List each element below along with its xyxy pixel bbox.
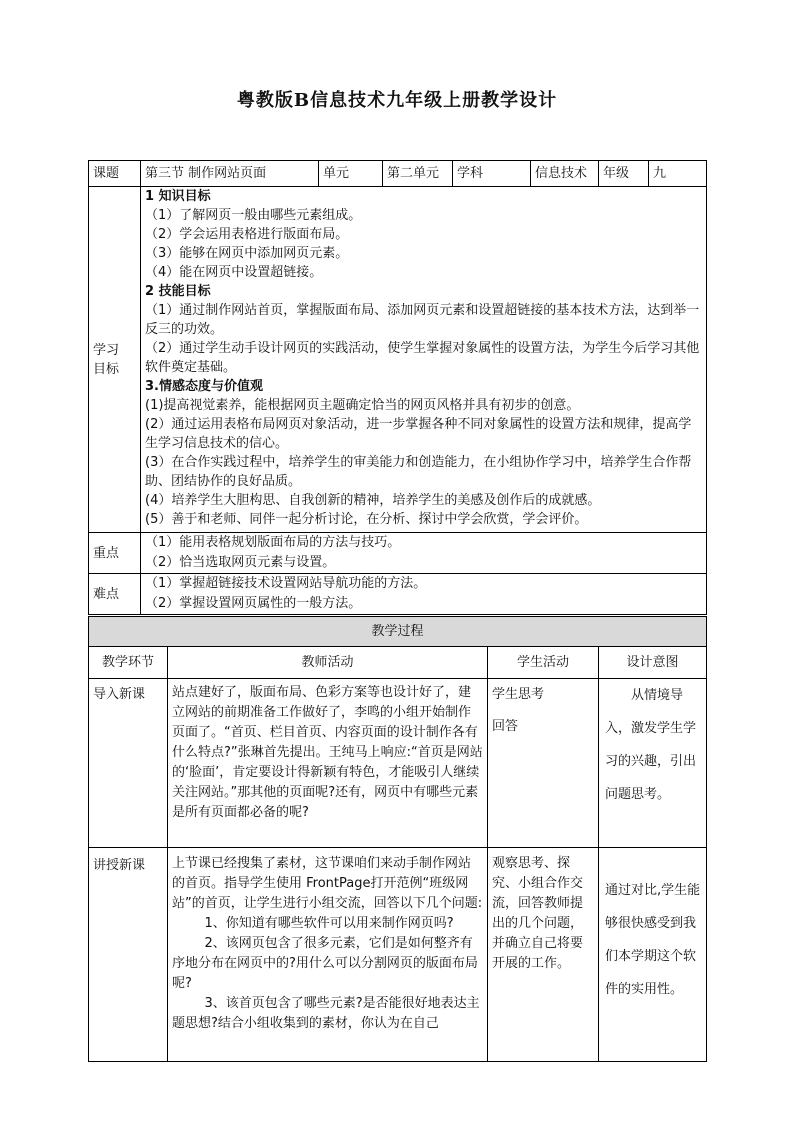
key-points-row	[89, 533, 707, 574]
stage-cell: 讲授新课	[89, 848, 168, 1062]
knowledge-item: （1）了解网页一般由哪些元素组成。	[145, 208, 362, 223]
topic-value: 第三节 制作网站页面	[141, 161, 319, 187]
topic-label: 课题	[89, 161, 141, 187]
process-column-headers	[89, 647, 707, 679]
key-point-item: （2）恰当选取网页元素与设置。	[145, 555, 336, 570]
column-header: 教师活动	[168, 647, 488, 679]
teacher-activity-cell: 站点建好了，版面布局、色彩方案等也设计好了，建立网站的前期准备工作做好了，李鸣的小组开始制作页面了。“首页、栏目首页、内容页面的设计制作各有什么特点?”张琳首先提出。王纯马上响应:“首页是网站的‘脸面’，肯定要设计得新颖有特色，才能吸引人继续关注网站。”那其他的页面呢?还有，网页中有哪些元素是所有页面都必备的呢?	[168, 679, 488, 848]
teacher-activity-cell	[168, 848, 488, 1062]
difficulties-row	[89, 574, 707, 615]
student-activity-line: 学生思考	[492, 687, 545, 702]
process-row-intro	[89, 679, 707, 848]
objectives-label-line-1: 学习	[93, 342, 120, 358]
key-points-label: 重点	[89, 533, 141, 574]
skill-item: （2）通过学生动手设计网页的实践活动，使学生掌握对象属性的设置方法，为学生今后学习其他软件奠定基础。	[145, 341, 700, 375]
subject-value: 信息技术	[531, 161, 599, 187]
difficulty-item: （1）掌握超链接技术设置网站导航功能的方法。	[145, 576, 427, 591]
teacher-question: 1、你知道有哪些软件可以用来制作网页吗?	[204, 916, 454, 931]
skill-title: 2 技能目标	[145, 284, 211, 299]
student-activity-cell	[488, 679, 599, 848]
knowledge-item: （3）能够在网页中添加网页元素。	[145, 246, 349, 261]
info-row	[89, 161, 707, 187]
teacher-question: 3、该首页包含了哪些元素?是否能很好地表达主题思想?结合小组收集到的素材，你认为在自己	[172, 996, 480, 1031]
column-header: 设计意图	[599, 647, 707, 679]
knowledge-title: 1 知识目标	[145, 189, 211, 204]
objectives-content	[141, 187, 707, 533]
design-intent-cell: 通过对比,学生能够很快感受到我们本学期这个软件的实用性。	[599, 848, 707, 1062]
design-intent-cell: 从情境导入，激发学生学习的兴趣，引出问题思考。	[599, 679, 707, 848]
emotion-item: (5）善于和老师、同伴一起分析讨论，在分析、探讨中学会欣赏，学会评价。	[145, 512, 588, 527]
grade-value: 九	[649, 161, 707, 187]
difficulties-content	[141, 574, 707, 615]
teaching-process-table	[88, 616, 707, 1062]
emotion-item: (3）在合作实践过程中，培养学生的审美能力和创造能力，在小组协作学习中，培养学生合作帮助、团结协作的良好品质。	[145, 455, 692, 489]
objectives-label-line-2: 目标	[93, 361, 120, 377]
process-heading: 教学过程	[89, 617, 707, 647]
key-point-item: （1）能用表格规划版面布局的方法与技巧。	[145, 535, 401, 550]
column-header: 教学环节	[89, 647, 168, 679]
document-title: 粤教版B信息技术九年级上册教学设计	[236, 90, 558, 111]
teacher-intro: 上节课已经搜集了素材，这节课咱们来动手制作网站的首页。指导学生使用 FrontPage打开范例“班级网站”的首页，让学生进行小组交流，回答以下几个问题:	[172, 856, 483, 911]
column-header: 学生活动	[488, 647, 599, 679]
stage-cell: 导入新课	[89, 679, 168, 848]
student-activity-cell: 观察思考、探究、小组合作交流，回答教师提出的几个问题，并确立自己将要开展的工作。	[488, 848, 599, 1062]
difficulty-item: （2）掌握设置网页属性的一般方法。	[145, 596, 362, 611]
process-row-new-lesson	[89, 848, 707, 1062]
knowledge-item: （2）学会运用表格进行版面布局。	[145, 227, 349, 242]
knowledge-item: （4）能在网页中设置超链接。	[145, 265, 323, 280]
objectives-row	[89, 187, 707, 533]
teacher-question: 2、该网页包含了很多元素，它们是如何整齐有序地分布在网页中的?用什么可以分割网页的版面布局呢?	[172, 936, 478, 991]
emotion-item: (4）培养学生大胆构思、自我创新的精神，培养学生的美感及创作后的成就感。	[145, 493, 601, 508]
difficulties-label: 难点	[89, 574, 141, 615]
emotion-item: (2）通过运用表格布局网页对象活动，进一步掌握各种不同对象属性的设置方法和规律，提高学生学习信息技术的信心。	[145, 417, 692, 451]
grade-label: 年级	[599, 161, 649, 187]
skill-item: （1）通过制作网站首页，掌握版面布局、添加网页元素和设置超链接的基本技术方法，达到举一反三的功效。	[145, 303, 700, 337]
unit-value: 第二单元	[383, 161, 453, 187]
emotion-item: (1)提高视觉素养，能根据网页主题确定恰当的网页风格并具有初步的创意。	[145, 398, 580, 413]
unit-label: 单元	[319, 161, 383, 187]
lesson-info-table	[88, 160, 707, 615]
emotion-title: 3.情感态度与价值观	[145, 379, 263, 394]
process-heading-row	[89, 617, 707, 647]
objectives-label	[89, 187, 141, 533]
student-activity-line: 回答	[492, 719, 519, 734]
key-points-content	[141, 533, 707, 574]
subject-label: 学科	[453, 161, 531, 187]
